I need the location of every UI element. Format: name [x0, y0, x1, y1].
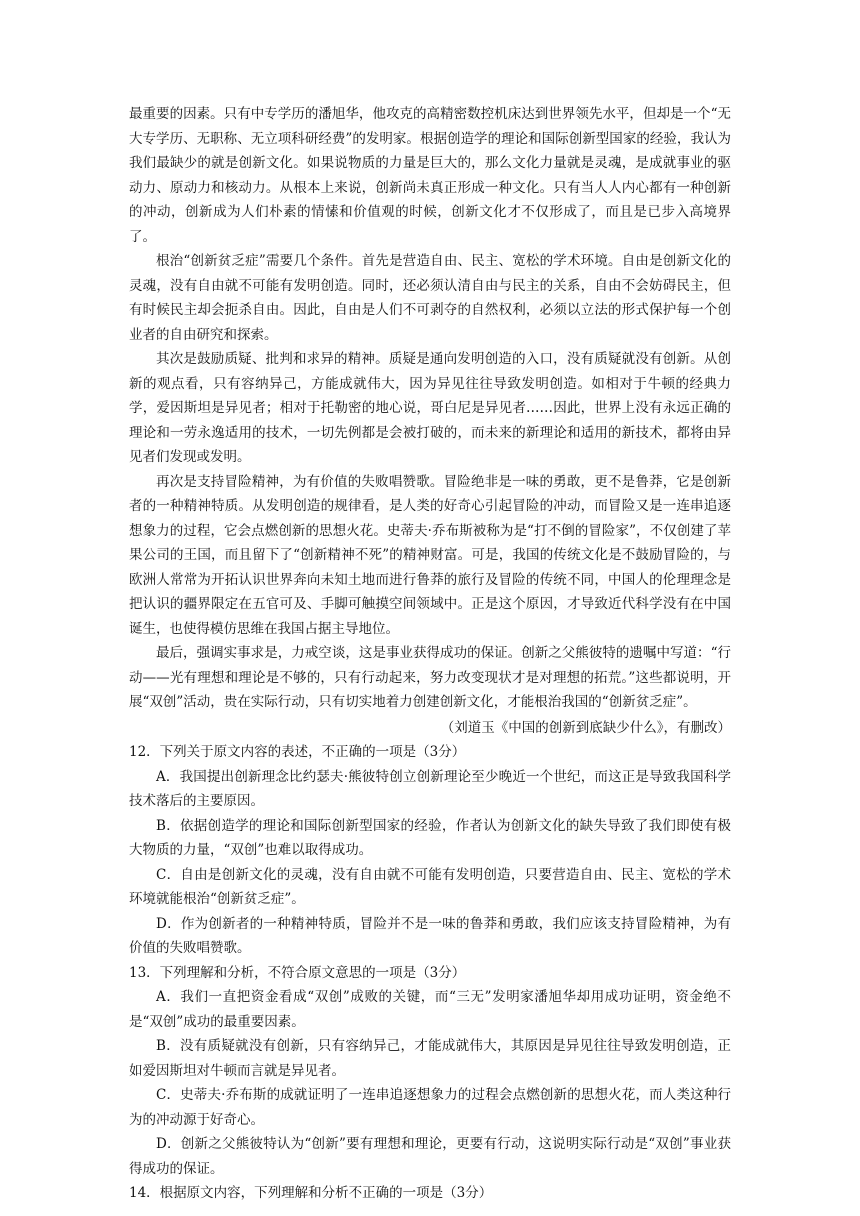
- question-option: A．我们一直把资金看成“双创”成败的关键，而“三无”发明家潘旭华却用成功证明，资金绝不是“双创”成功的最重要因素。: [129, 989, 731, 1030]
- question-option: B．没有质疑就没有创新，只有容纳异己，才能成就伟大，其原因是异见往往导致发明创造，正如爱因斯坦对牛顿而言就是异见者。: [129, 1038, 731, 1079]
- article-paragraph: 最后，强调实事求是，力戒空谈，这是事业获得成功的保证。创新之父熊彼特的遗嘱中写道：“行动——光有理想和理论是不够的，只有行动起来，努力改变现状才是对理想的拓荒。”这些都说明，开展“双创”活动，贵在实际行动，只有切实地着力创建创新文化，才能根治我国的“创新贫乏症”。: [129, 645, 731, 710]
- question-option: D．作为创新者的一种精神特质，冒险并不是一味的鲁莽和勇敢，我们应该支持冒险精神，为有价值的失败唱赞歌。: [129, 915, 731, 956]
- article-paragraph: 其次是鼓励质疑、批判和求异的精神。质疑是通向发明创造的入口，没有质疑就没有创新。从创新的观点看，只有容纳异己，方能成就伟大，因为异见往往导致发明创造。如相对于牛顿的经典力学，爱因斯坦是异见者；相对于托勒密的地心说，哥白尼是异见者……因此，世界上没有永远正确的理论和一劳永逸适用的技术，一切先例都是会被打破的，而未来的新理论和适用的新技术，都将由异见者们发现或发明。: [129, 351, 731, 465]
- question-option: B．依据创造学的理论和国际创新型国家的经验，作者认为创新文化的缺失导致了我们即使有极大物质的力量，“双创”也难以取得成功。: [129, 817, 731, 858]
- question-option: C．自由是创新文化的灵魂，没有自由就不可能有发明创造，只要营造自由、民主、宽松的学术环境就能根治“创新贫乏症”。: [129, 866, 731, 907]
- document-page: [129, 102, 731, 1206]
- article-paragraph: 根治“创新贫乏症”需要几个条件。首先是营造自由、民主、宽松的学术环境。自由是创新文化的灵魂，没有自由就不可能有发明创造。同时，还必须认清自由与民主的关系，自由不会妨碍民主，但有时候民主却会扼杀自由。因此，自由是人们不可剥夺的自然权利，必须以立法的形式保护每一个创业者的自由研究和探索。: [129, 253, 731, 343]
- question-stem: 12．下列关于原文内容的表述，不正确的一项是（3分）: [129, 744, 466, 760]
- question-stem: 13．下列理解和分析，不符合原文意思的一项是（3分）: [129, 964, 466, 981]
- question-option: D．创新之父熊彼特认为“创新”要有理想和理论，更要有行动，这说明实际行动是“双创”事业获得成功的保证。: [129, 1136, 731, 1177]
- article-paragraph: 最重要的因素。只有中专学历的潘旭华，他攻克的高精密数控机床达到世界领先水平，但却是一个“无大专学历、无职称、无立项科研经费”的发明家。根据创造学的理论和国际创新型国家的经验，我认为我们最缺少的就是创新文化。如果说物质的力量是巨大的，那么文化力量就是灵魂，是成就事业的驱动力、原动力和核动力。从根本上来说，创新尚未真正形成一种文化。只有当人人内心都有一种创新的冲动，创新成为人们朴素的情愫和价值观的时候，创新文化才不仅形成了，而且是已步入高境界了。: [129, 106, 731, 245]
- question-option: A．我国提出创新理念比约瑟夫·熊彼特创立创新理论至少晚近一个世纪，而这正是导致我国科学技术落后的主要原因。: [129, 768, 731, 809]
- article-citation: （刘道玉《中国的创新到底缺少什么》，有删改）: [440, 719, 731, 736]
- article-paragraph: 再次是支持冒险精神，为有价值的失败唱赞歌。冒险绝非是一味的勇敢，更不是鲁莽，它是创新者的一种精神特质。从发明创造的规律看，是人类的好奇心引起冒险的冲动，而冒险又是一连串追逐想象力的过程，它会点燃创新的思想火花。史蒂夫·乔布斯被称为是“打不倒的冒险家”，不仅创建了苹果公司的王国，而且留下了“创新精神不死”的精神财富。可是，我国的传统文化是不鼓励冒险的，与欧洲人常常为开拓认识世界奔向未知土地而进行鲁莽的旅行及冒险的传统不同，中国人的伦理理念是把认识的疆界限定在五官可及、手脚可触摸空间领域中。正是这个原因，才导致近代科学没有在中国诞生，也使得模仿思维在我国占据主导地位。: [129, 473, 731, 637]
- question-option: C．史蒂夫·乔布斯的成就证明了一连串追逐想象力的过程会点燃创新的思想火花，而人类这种行为的冲动源于好奇心。: [129, 1087, 731, 1128]
- question-stem: 14．根据原文内容，下列理解和分析不正确的一项是（3分）: [129, 1185, 493, 1201]
